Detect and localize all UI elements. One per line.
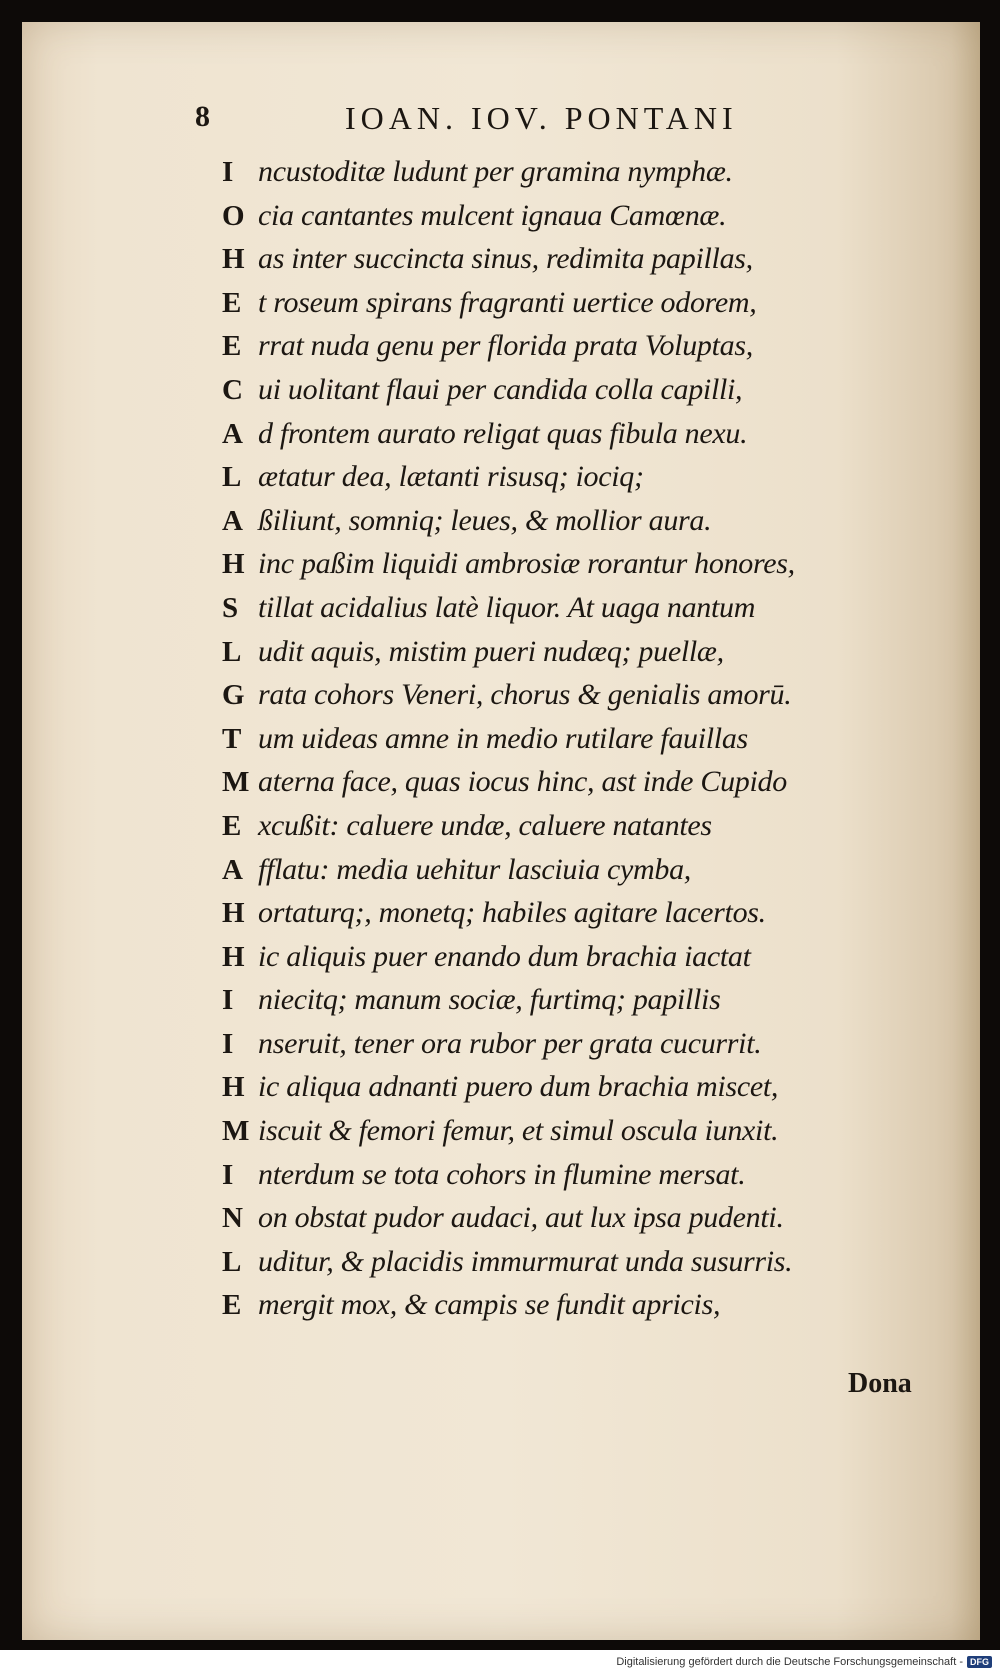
verse-line (222, 150, 942, 194)
verse-line (222, 281, 942, 325)
verse-line (222, 1283, 942, 1327)
verse-line (222, 237, 942, 281)
line-text: iscuit & femori femur, et simul oscula iunxit. (258, 1114, 779, 1148)
line-text: uditur, & placidis immurmurat unda susurris. (258, 1244, 793, 1278)
verse-line (222, 891, 942, 935)
line-initial: I (222, 1027, 234, 1060)
line-text: niecitq; manum sociæ, furtimq; papillis (258, 983, 721, 1017)
line-text: fflatu: media uehitur lasciuia cymba, (258, 852, 691, 886)
line-initial: S (222, 591, 239, 624)
line-initial: E (222, 286, 242, 319)
verse-lines (222, 150, 942, 1327)
line-text: um uideas amne in medio rutilare fauillas (258, 721, 748, 755)
verse-line (222, 717, 942, 761)
line-initial: A (222, 504, 243, 537)
line-initial: E (222, 809, 242, 842)
line-text: ic aliqua adnanti puero dum brachia miscet, (258, 1070, 779, 1104)
line-initial: N (222, 1202, 243, 1235)
verse-line (222, 978, 942, 1022)
line-initial: I (222, 1158, 234, 1191)
verse-line (222, 1065, 942, 1109)
line-text: mergit mox, & campis se fundit apricis, (258, 1288, 721, 1322)
line-text: udit aquis, mistim pueri nudæq; puellæ, (258, 634, 724, 668)
line-text: inc paßim liquidi ambrosiæ rorantur honores, (258, 547, 795, 581)
line-text: rata cohors Veneri, chorus & genialis amorū. (258, 678, 792, 712)
verse-line (222, 1109, 942, 1153)
verse-line (222, 630, 942, 674)
dfg-logo-icon: DFG (967, 1656, 992, 1668)
line-initial: L (222, 1245, 242, 1278)
line-text: cia cantantes mulcent ignaua Camœnæ. (258, 198, 727, 232)
line-initial: I (222, 156, 234, 188)
catchword: Dona (848, 1368, 912, 1399)
verse-line (222, 1196, 942, 1240)
line-text: aterna face, quas iocus hinc, ast inde Cupido (258, 765, 787, 799)
line-initial: I (222, 984, 234, 1017)
line-text: nterdum se tota cohors in flumine mersat. (258, 1157, 746, 1191)
line-text: t roseum spirans fragranti uertice odorem, (258, 285, 757, 319)
line-initial: H (222, 548, 245, 581)
line-initial: C (222, 373, 243, 406)
line-text: d frontem aurato religat quas fibula nexu. (258, 416, 748, 450)
verse-line (222, 586, 942, 630)
line-initial: E (222, 1289, 242, 1322)
line-initial: O (222, 199, 245, 232)
verse-line (222, 324, 942, 368)
line-initial: E (222, 330, 242, 363)
line-text: ortaturq;, monetq; habiles agitare lacertos. (258, 896, 766, 930)
line-text: xcußit: caluere undæ, caluere natantes (258, 808, 712, 842)
credit-text: Digitalisierung gefördert durch die Deutsche Forschungsgemeinschaft - (616, 1656, 963, 1668)
line-text: nseruit, tener ora rubor per grata cucurrit. (258, 1026, 762, 1060)
line-text: ætatur dea, lætanti risusq; iociq; (258, 460, 644, 494)
line-text: rrat nuda genu per florida prata Voluptas, (258, 329, 753, 363)
verse-line (222, 1153, 942, 1197)
running-title: IOAN. IOV. PONTANI (345, 100, 738, 136)
verse-line (222, 455, 942, 499)
verse-line (222, 499, 942, 543)
line-text: ncustoditæ ludunt per gramina nymphæ. (258, 155, 733, 188)
verse-line (222, 804, 942, 848)
line-text: ic aliquis puer enando dum brachia iactat (258, 939, 751, 973)
line-initial: M (222, 1115, 250, 1148)
verse-line (222, 368, 942, 412)
verse-line (222, 1022, 942, 1066)
line-initial: H (222, 1071, 245, 1104)
verse-line (222, 673, 942, 717)
line-text: as inter succincta sinus, redimita papillas, (258, 242, 753, 276)
line-initial: G (222, 679, 245, 712)
verse-line (222, 412, 942, 456)
line-initial: A (222, 853, 243, 886)
line-initial: L (222, 461, 242, 494)
verse-line (222, 542, 942, 586)
verse-line (222, 194, 942, 238)
line-initial: H (222, 897, 245, 930)
line-text: on obstat pudor audaci, aut lux ipsa pudenti. (258, 1201, 784, 1235)
line-text: ßiliunt, somniq; leues, & mollior aura. (258, 503, 712, 537)
line-text: ui uolitant flaui per candida colla capilli, (258, 372, 743, 406)
digitization-credit (616, 1654, 992, 1670)
page-number: 8 (195, 100, 210, 133)
line-initial: L (222, 635, 242, 668)
verse-line (222, 1240, 942, 1284)
page-header (195, 100, 795, 140)
line-initial: H (222, 940, 245, 973)
verse-line (222, 760, 942, 804)
line-initial: T (222, 722, 242, 755)
line-initial: A (222, 417, 243, 450)
line-text: tillat acidalius latè liquor. At uaga nantum (258, 590, 756, 624)
line-initial: H (222, 243, 245, 276)
line-initial: M (222, 766, 250, 799)
verse-line (222, 848, 942, 892)
verse-line (222, 935, 942, 979)
